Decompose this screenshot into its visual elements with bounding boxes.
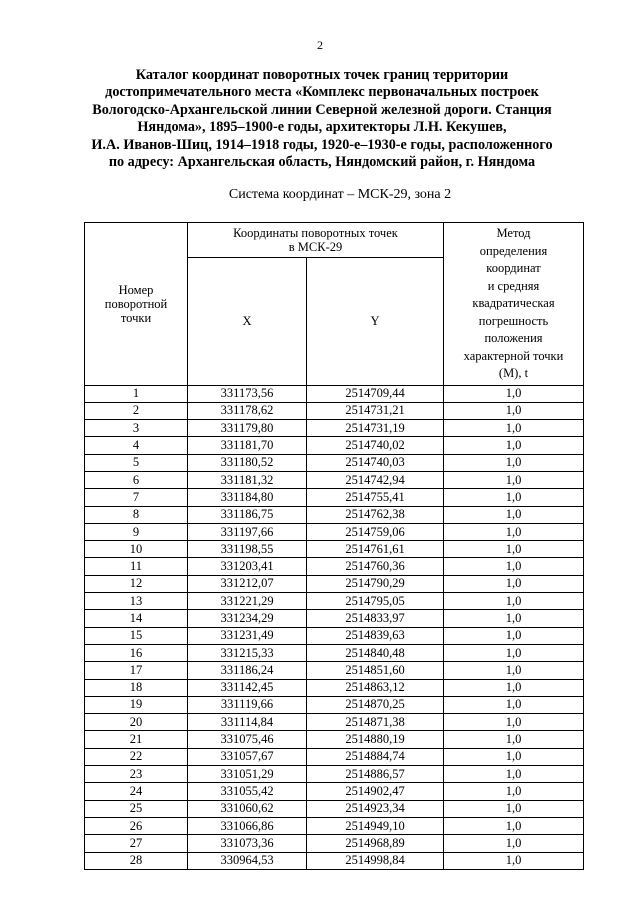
table-row <box>85 800 584 817</box>
method-cell: 1,0 <box>444 593 584 610</box>
table-row <box>85 454 584 471</box>
method-cell: 1,0 <box>444 800 584 817</box>
header-text: квадратическая <box>472 296 555 310</box>
table-row <box>85 766 584 783</box>
title-line: по адресу: Архангельская область, Няндомский район, г. Няндома <box>108 154 536 171</box>
point-number-cell: 22 <box>85 748 188 765</box>
x-cell: 331186,24 <box>188 662 307 679</box>
header-text: определения <box>479 243 548 258</box>
point-number-cell: 14 <box>85 610 188 627</box>
x-cell: 331173,56 <box>188 385 307 402</box>
x-cell: 331234,29 <box>188 610 307 627</box>
header-text: Номер <box>118 282 154 297</box>
table-row <box>85 471 584 488</box>
x-cell: 331073,36 <box>188 835 307 852</box>
coords-group-header <box>188 223 444 258</box>
point-number-cell: 24 <box>85 783 188 800</box>
point-number-cell: 1 <box>85 385 188 402</box>
header-text: в МСК-29 <box>288 239 343 254</box>
x-cell: 331179,80 <box>188 420 307 437</box>
x-header: X <box>188 257 307 385</box>
point-number-cell: 16 <box>85 644 188 661</box>
x-cell: 331066,86 <box>188 817 307 834</box>
point-number-cell: 9 <box>85 523 188 540</box>
method-cell: 1,0 <box>444 679 584 696</box>
x-cell: 331142,45 <box>188 679 307 696</box>
table-row <box>85 662 584 679</box>
table-row <box>85 523 584 540</box>
method-cell: 1,0 <box>444 766 584 783</box>
y-cell: 2514880,19 <box>307 731 444 748</box>
method-cell: 1,0 <box>444 385 584 402</box>
table-row <box>85 593 584 610</box>
x-cell: 331178,62 <box>188 402 307 419</box>
coordinates-table <box>84 222 584 870</box>
header-text: Метод <box>496 226 531 240</box>
x-cell: 331203,41 <box>188 558 307 575</box>
header-text: характерной точки <box>463 348 564 363</box>
point-number-cell: 28 <box>85 852 188 869</box>
point-number-cell: 21 <box>85 731 188 748</box>
header-text: погрешность <box>478 313 549 328</box>
table-row <box>85 506 584 523</box>
method-cell: 1,0 <box>444 783 584 800</box>
y-cell: 2514759,06 <box>307 523 444 540</box>
table-row <box>85 714 584 731</box>
x-cell: 331060,62 <box>188 800 307 817</box>
x-cell: 331075,46 <box>188 731 307 748</box>
title-line: Вологодско-Архангельской линии Северной железной дороги. Станция <box>92 101 552 118</box>
table-row <box>85 817 584 834</box>
method-cell: 1,0 <box>444 437 584 454</box>
header-text: положения <box>484 331 543 345</box>
y-cell: 2514731,21 <box>307 402 444 419</box>
table-row <box>85 852 584 869</box>
method-cell: 1,0 <box>444 523 584 540</box>
y-cell: 2514870,25 <box>307 696 444 713</box>
y-cell: 2514998,84 <box>307 852 444 869</box>
method-cell: 1,0 <box>444 748 584 765</box>
y-cell: 2514902,47 <box>307 783 444 800</box>
table-row <box>85 420 584 437</box>
method-cell: 1,0 <box>444 835 584 852</box>
y-cell: 2514851,60 <box>307 662 444 679</box>
method-cell: 1,0 <box>444 610 584 627</box>
header-text: и средняя <box>487 278 540 293</box>
x-cell: 331180,52 <box>188 454 307 471</box>
x-cell: 331198,55 <box>188 541 307 558</box>
point-number-cell: 18 <box>85 679 188 696</box>
point-number-cell: 8 <box>85 506 188 523</box>
point-number-cell: 7 <box>85 489 188 506</box>
point-number-cell: 6 <box>85 471 188 488</box>
table-row <box>85 679 584 696</box>
x-cell: 331186,75 <box>188 506 307 523</box>
method-cell: 1,0 <box>444 696 584 713</box>
method-cell: 1,0 <box>444 662 584 679</box>
table-row <box>85 385 584 402</box>
method-cell: 1,0 <box>444 731 584 748</box>
point-number-cell: 23 <box>85 766 188 783</box>
table-row <box>85 541 584 558</box>
table-row <box>85 731 584 748</box>
x-cell: 331231,49 <box>188 627 307 644</box>
method-cell: 1,0 <box>444 627 584 644</box>
point-number-cell: 25 <box>85 800 188 817</box>
point-number-cell: 15 <box>85 627 188 644</box>
point-number-cell: 13 <box>85 593 188 610</box>
table-body <box>85 385 584 869</box>
method-cell: 1,0 <box>444 420 584 437</box>
x-cell: 331057,67 <box>188 748 307 765</box>
table-row <box>85 644 584 661</box>
y-cell: 2514923,34 <box>307 800 444 817</box>
y-cell: 2514839,63 <box>307 627 444 644</box>
y-cell: 2514742,94 <box>307 471 444 488</box>
y-cell: 2514740,02 <box>307 437 444 454</box>
table-row <box>85 489 584 506</box>
point-number-cell: 10 <box>85 541 188 558</box>
y-cell: 2514760,36 <box>307 558 444 575</box>
table-row <box>85 610 584 627</box>
method-cell: 1,0 <box>444 817 584 834</box>
point-number-cell: 12 <box>85 575 188 592</box>
y-cell: 2514790,29 <box>307 575 444 592</box>
method-header <box>444 223 584 386</box>
method-cell: 1,0 <box>444 852 584 869</box>
method-cell: 1,0 <box>444 506 584 523</box>
y-cell: 2514968,89 <box>307 835 444 852</box>
x-cell: 331212,07 <box>188 575 307 592</box>
title-line: Няндома», 1895–1900-е годы, архитекторы Л.Н. Кекушев, <box>137 119 507 136</box>
method-cell: 1,0 <box>444 489 584 506</box>
y-cell: 2514949,10 <box>307 817 444 834</box>
x-cell: 331114,84 <box>188 714 307 731</box>
y-header: Y <box>307 257 444 385</box>
x-cell: 331215,33 <box>188 644 307 661</box>
x-cell: 331181,32 <box>188 471 307 488</box>
x-cell: 331184,80 <box>188 489 307 506</box>
table-row <box>85 558 584 575</box>
x-cell: 331181,70 <box>188 437 307 454</box>
method-cell: 1,0 <box>444 402 584 419</box>
point-number-cell: 27 <box>85 835 188 852</box>
title-line: достопримечательного места «Комплекс первоначальных построек <box>105 84 539 101</box>
coordinate-system-caption: Система координат – МСК-29, зона 2 <box>228 187 452 202</box>
table-row <box>85 835 584 852</box>
table-row <box>85 748 584 765</box>
point-number-cell: 5 <box>85 454 188 471</box>
y-cell: 2514840,48 <box>307 644 444 661</box>
point-number-cell: 17 <box>85 662 188 679</box>
y-cell: 2514761,61 <box>307 541 444 558</box>
table-row <box>85 627 584 644</box>
y-cell: 2514755,41 <box>307 489 444 506</box>
point-number-cell: 4 <box>85 437 188 454</box>
point-number-header <box>85 223 188 386</box>
y-cell: 2514762,38 <box>307 506 444 523</box>
y-cell: 2514871,38 <box>307 714 444 731</box>
method-cell: 1,0 <box>444 644 584 661</box>
table-row <box>85 783 584 800</box>
point-number-cell: 11 <box>85 558 188 575</box>
x-cell: 331119,66 <box>188 696 307 713</box>
method-cell: 1,0 <box>444 575 584 592</box>
page-number: 2 <box>317 38 323 52</box>
header-text: точки <box>120 310 152 325</box>
method-cell: 1,0 <box>444 558 584 575</box>
y-cell: 2514709,44 <box>307 385 444 402</box>
point-number-cell: 20 <box>85 714 188 731</box>
x-cell: 331051,29 <box>188 766 307 783</box>
y-cell: 2514833,97 <box>307 610 444 627</box>
header-text: поворотной <box>104 296 168 311</box>
title-line: Каталог координат поворотных точек границ территории <box>135 67 509 83</box>
x-cell: 331221,29 <box>188 593 307 610</box>
table-row <box>85 696 584 713</box>
point-number-cell: 26 <box>85 817 188 834</box>
table-row <box>85 575 584 592</box>
point-number-cell: 2 <box>85 402 188 419</box>
y-cell: 2514795,05 <box>307 593 444 610</box>
x-cell: 331055,42 <box>188 783 307 800</box>
y-cell: 2514863,12 <box>307 679 444 696</box>
point-number-cell: 3 <box>85 420 188 437</box>
title-line: И.А. Иванов-Шиц, 1914–1918 годы, 1920-е–1930-е годы, расположенного <box>91 136 553 153</box>
y-cell: 2514886,57 <box>307 766 444 783</box>
header-text: Координаты поворотных точек <box>233 225 398 240</box>
method-cell: 1,0 <box>444 454 584 471</box>
point-number-cell: 19 <box>85 696 188 713</box>
method-cell: 1,0 <box>444 541 584 558</box>
header-text: координат <box>486 261 541 275</box>
table-row <box>85 437 584 454</box>
y-cell: 2514740,03 <box>307 454 444 471</box>
y-cell: 2514884,74 <box>307 748 444 765</box>
x-cell: 330964,53 <box>188 852 307 869</box>
document-title <box>80 67 564 171</box>
method-cell: 1,0 <box>444 714 584 731</box>
method-cell: 1,0 <box>444 471 584 488</box>
header-text: (M), t <box>498 366 529 380</box>
table-row <box>85 402 584 419</box>
x-cell: 331197,66 <box>188 523 307 540</box>
y-cell: 2514731,19 <box>307 420 444 437</box>
